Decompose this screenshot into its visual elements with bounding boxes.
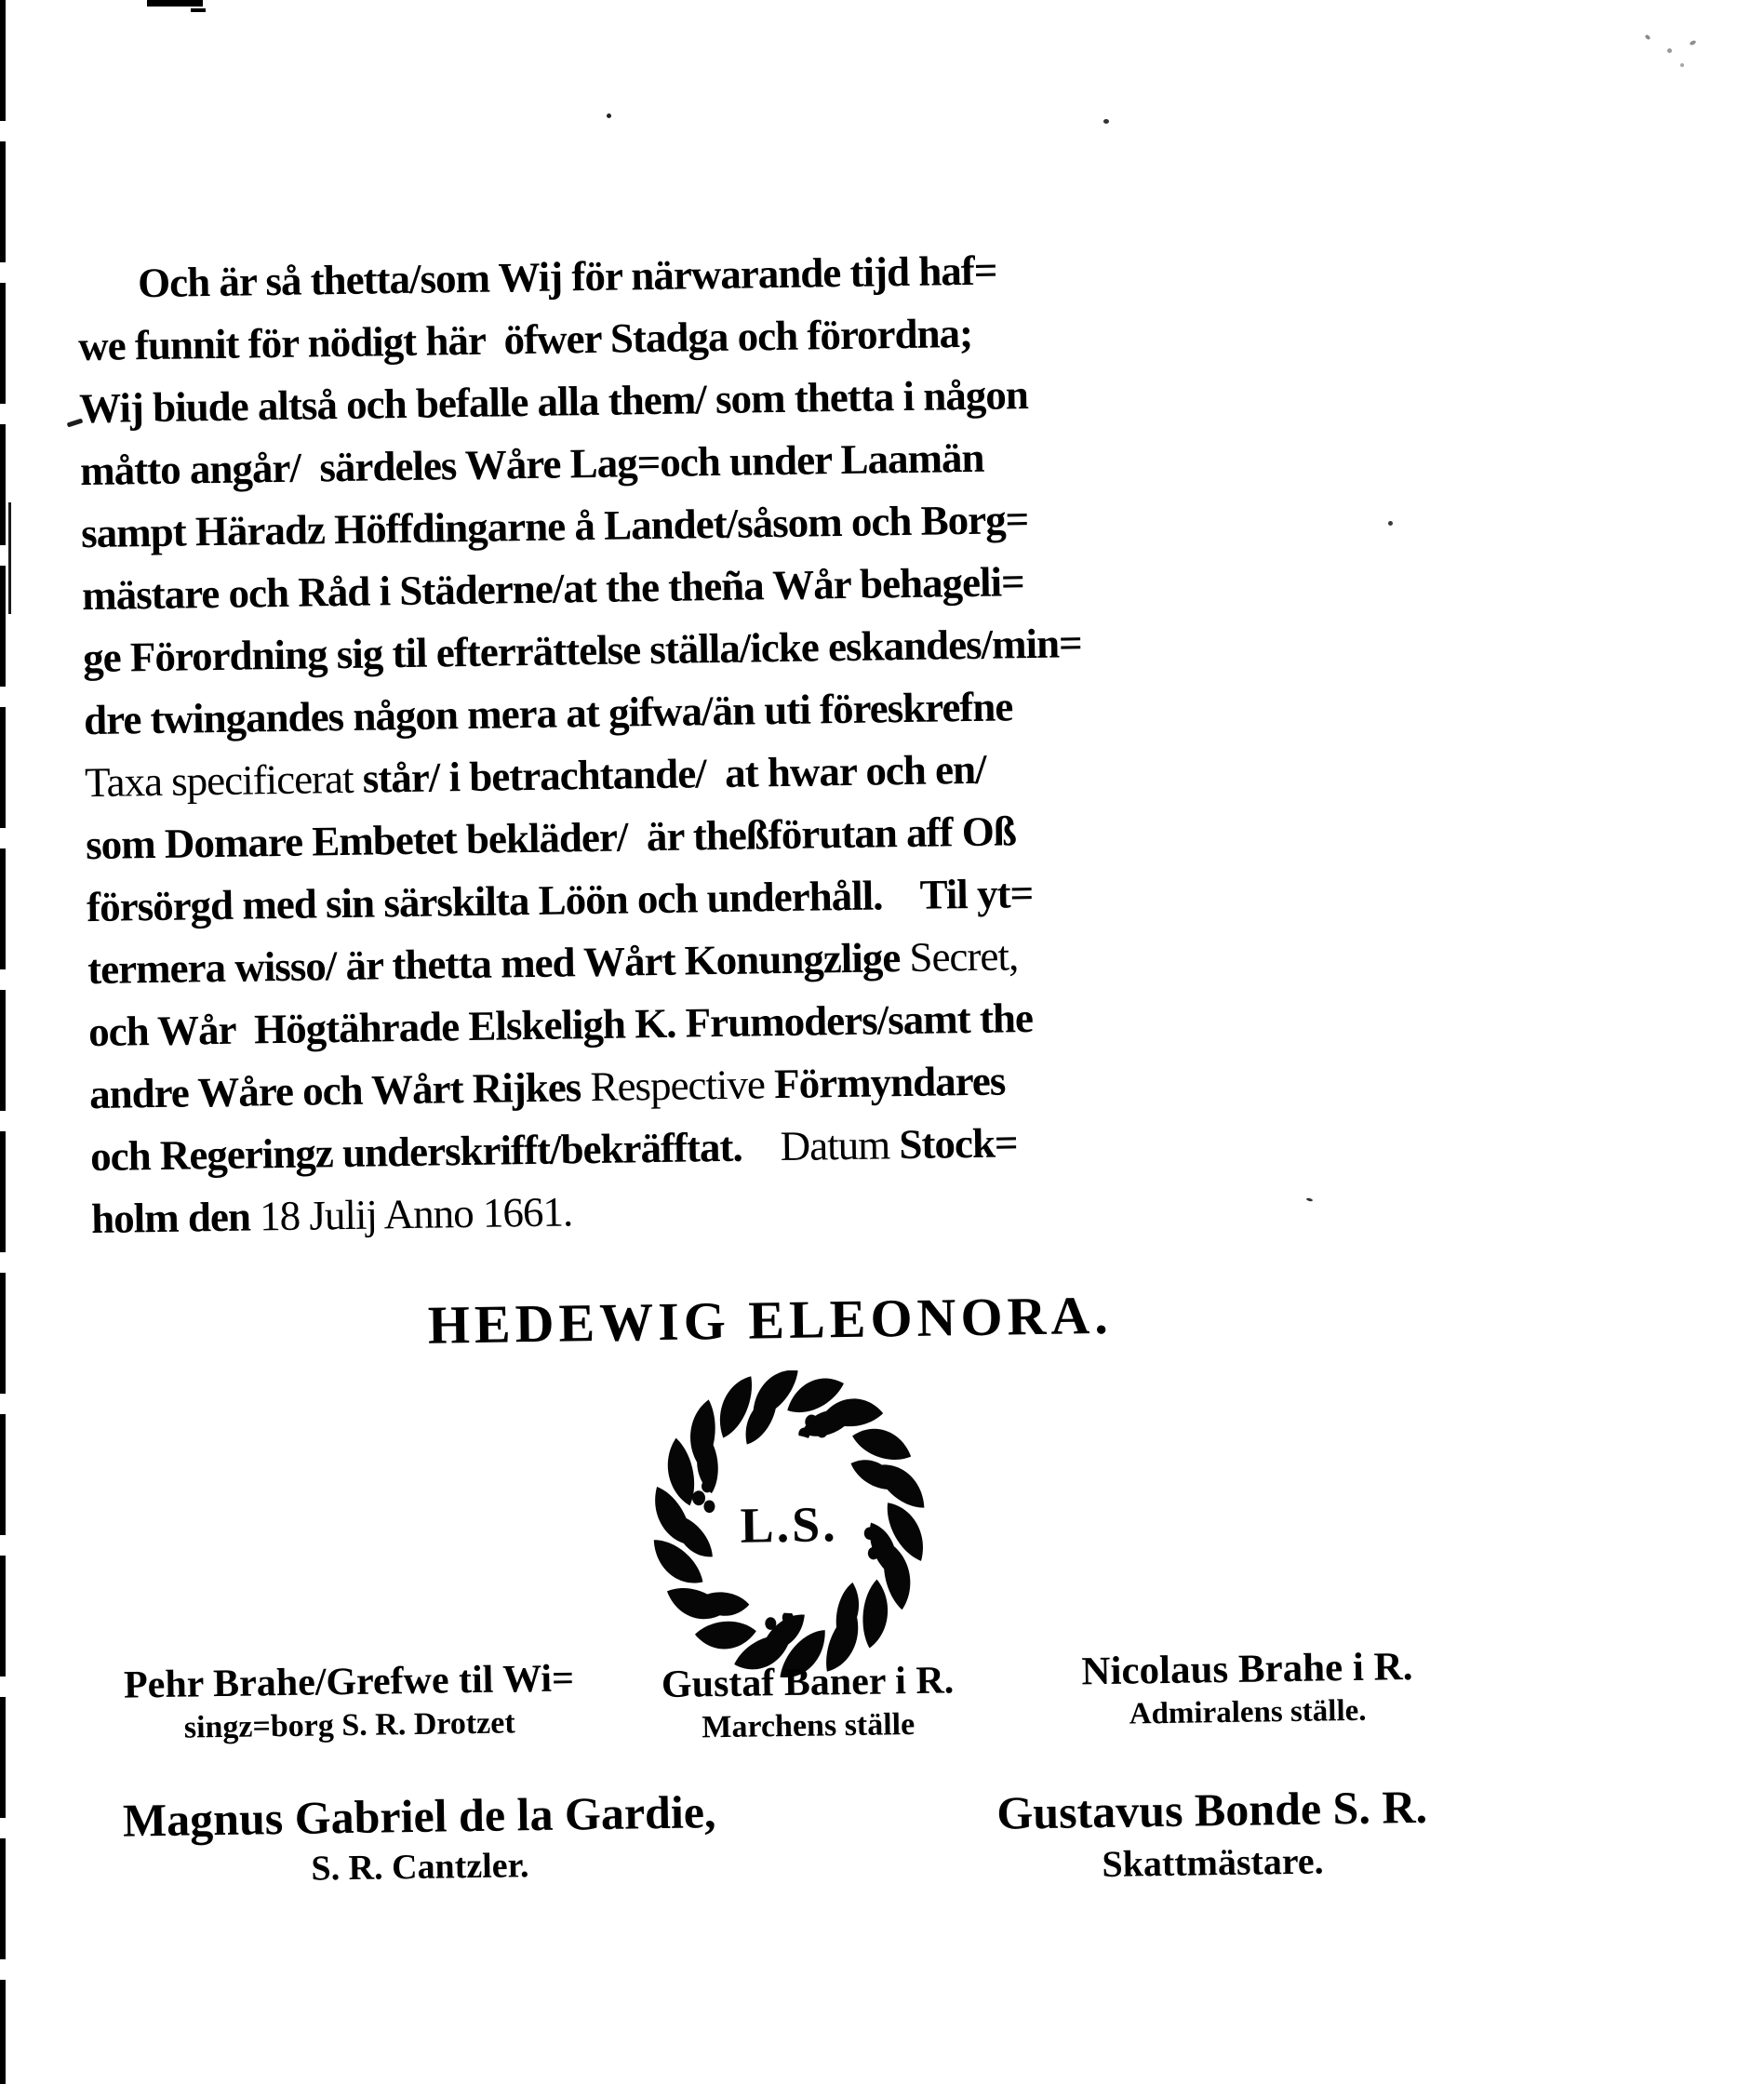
blackletter-text: Gustaf Baner i R. [661,1659,955,1707]
signature-title: Admiralens ställe. [1129,1693,1367,1731]
signature-name [937,1779,1487,1841]
roman-text: Nicolaus Brahe [1081,1646,1343,1694]
blackletter-text: mästare och Råd i Städerne/at the theña Wår behageli= [81,558,1025,620]
blackletter-text: står/ i betrachtande/ at hwar och en/ [362,745,986,802]
blackletter-text: sampt Häradz Höffdingarne å Landet/såsom och Borg= [80,496,1029,557]
signature-name [1014,1643,1480,1695]
signature-gustaf-baner [605,1657,1010,1746]
decree-body-text [77,238,1090,1250]
blackletter-text: dre twingandes någon mera at gifwa/än uti föreskrefne [83,683,1013,744]
signature-magnus-gabriel-de-la-gardie [112,1784,727,1892]
blackletter-text: som Domare Embetet bekläder/ är theßförutan aff Oß [85,808,1017,869]
roman-text: Taxa specificerat [84,755,364,807]
signature-gustavus-bonde [937,1779,1488,1889]
signature-heading-hedewig-eleonora: HEDEWIG ELEONORA. [427,1284,1114,1356]
roman-text: Secret, [909,932,1019,981]
signature-title: S. R. Cantzler. [311,1846,529,1889]
signature-name [114,1656,584,1707]
signature-title: Skattmästare. [1102,1839,1324,1886]
signature-title: singz=borg S. R. Drotzet [183,1705,515,1745]
blackletter-text: måtto angår/ särdeles Wåre Lag=och under Laamän [79,434,984,495]
signature-nicolaus-brahe [1014,1643,1480,1733]
roman-text: Magnus Gabriel de la Gardie, [122,1785,716,1847]
blackletter-text: försörgd med sin särskilta Löön och underhåll. Til yt= [86,870,1034,931]
blackletter-text: Stock= [899,1119,1018,1169]
blackletter-text: Wij biude altså och befalle alla them/ som thetta i någon [78,371,1029,433]
wreath-seal-graphic [646,1369,934,1679]
blackletter-text: och Regeringz underskrifft/bekräfftat. [89,1123,782,1181]
blackletter-text: we funnit för nödigt här öfwer Stadga och förordna; [77,309,973,370]
signature-name [112,1784,727,1848]
blackletter-text: och Wår Högtährade Elskeligh K. Frumoders/samt the [87,995,1034,1056]
blackletter-text: Pehr Brahe/Grefwe til Wi= [123,1657,575,1707]
signature-title: Marchens ställe [702,1706,915,1745]
blackletter-text: termera wisso/ är thetta med Wårt Konungzlige [87,933,910,994]
roman-text: Respective [590,1061,775,1111]
seal-monogram: L.S. [740,1496,839,1554]
blackletter-text: andre Wåre och Wårt Rijkes [88,1063,591,1118]
blackletter-text: Och är så thetta/som Wij för närwarande tijd haf= [137,247,997,307]
blackletter-text: Gustavus Bonde S. R. [996,1780,1428,1839]
blackletter-text: holm den [90,1193,261,1243]
blackletter-text: ge Förordning sig til efterrättelse ställa/icke eskandes/min= [82,620,1083,682]
roman-text: Datum [780,1121,900,1170]
signature-name [605,1657,1010,1707]
blackletter-text: i R. [1342,1645,1413,1690]
blackletter-text: Förmyndares [773,1057,1006,1108]
royal-seal [646,1369,934,1684]
roman-text: 18 Julij Anno 1661. [259,1188,573,1240]
signature-pehr-brahe [114,1656,584,1746]
